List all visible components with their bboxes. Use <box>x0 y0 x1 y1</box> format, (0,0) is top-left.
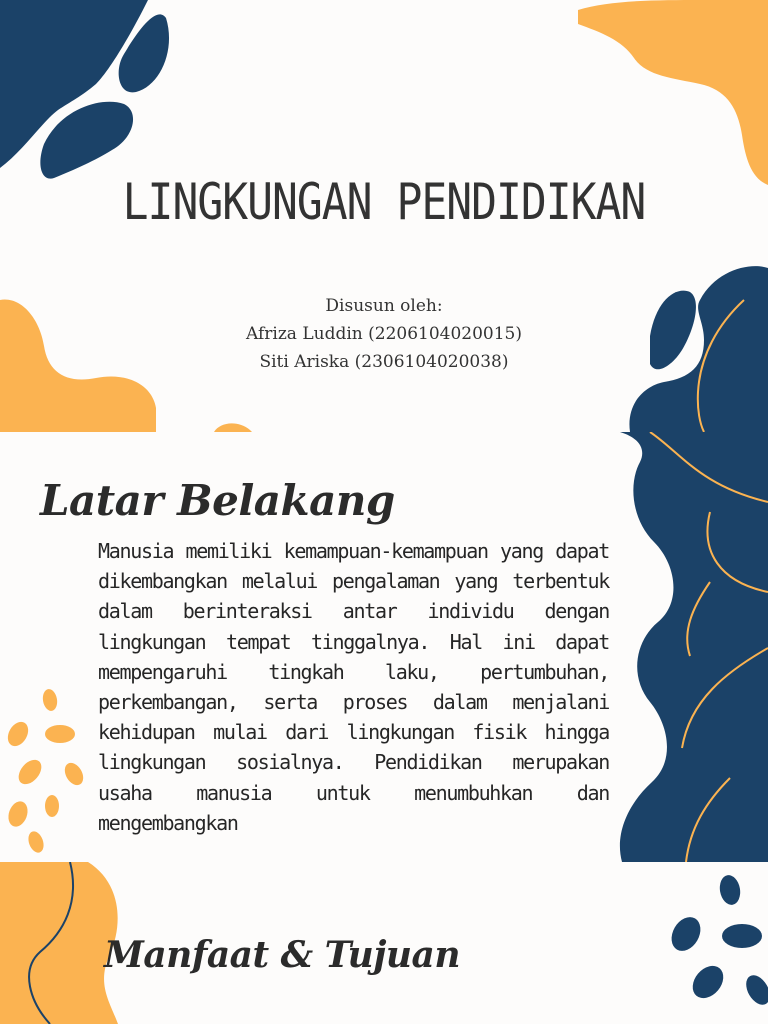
orange-dot <box>41 688 59 712</box>
authors-block <box>0 292 768 376</box>
orange-dot <box>45 795 59 817</box>
orange-dot <box>45 725 75 743</box>
navy-dot <box>666 912 707 956</box>
author-1: Afriza Luddin (2206104020015) <box>246 324 522 344</box>
body-paragraph: Manusia memiliki kemampuan-kemampuan yang dapat dikembangkan melalui pengalaman yang terbentuk dalam berinteraksi antar individu dengan lingkungan tempat tinggalnya. Hal ini dapat mempengaruhi tingkah laku, pertumbuhan, perkembangan, serta proses dalam menjalani kehidupan mulai dari lingkungan fisik hingga lingkungan sosialnya. Pendidikan merupakan usaha manusia untuk menumbuhkan dan mengembangkan <box>98 539 609 835</box>
section-heading: Latar Belakang <box>40 476 395 525</box>
orange-dot <box>14 755 46 788</box>
slide-title: LINGKUNGAN PENDIDIKAN <box>122 174 646 232</box>
orange-blob-left <box>0 862 118 1024</box>
navy-dot <box>741 971 768 1009</box>
benefits-slide <box>0 862 768 1024</box>
title-slide <box>0 0 768 432</box>
navy-dots-right <box>666 873 768 1008</box>
author-2: Siti Ariska (2306104020038) <box>259 352 509 372</box>
navy-dot <box>722 924 762 948</box>
orange-dot <box>5 799 31 830</box>
navy-dot <box>718 873 743 906</box>
orange-blob-bottom-left-tail <box>214 423 252 432</box>
orange-dots-left <box>4 688 87 855</box>
navy-blob-top-left-petal <box>40 102 133 179</box>
authors-label: Disusun oleh: <box>325 296 443 316</box>
orange-dot <box>4 718 33 750</box>
section-heading: Manfaat & Tujuan <box>104 934 461 976</box>
navy-dot <box>686 960 729 1004</box>
orange-blob-top-right <box>578 0 768 185</box>
background-slide <box>0 432 768 862</box>
orange-dot <box>61 760 87 789</box>
orange-dot <box>26 829 47 854</box>
